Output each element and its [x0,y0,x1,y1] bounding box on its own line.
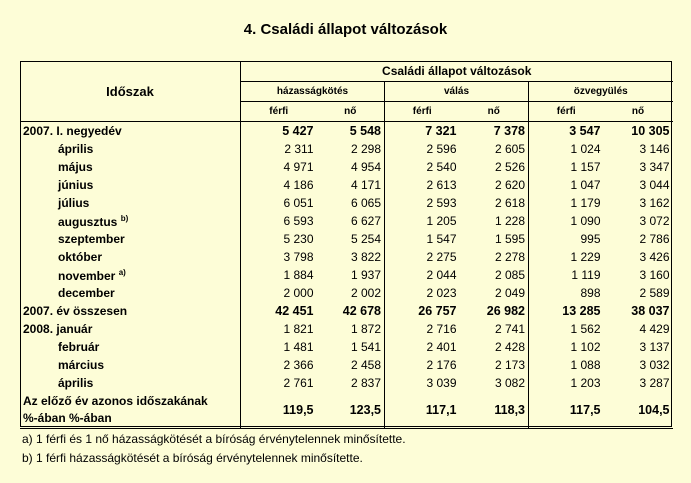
row-label [20,356,241,374]
table-cell: 1 203 [570,376,601,390]
table-cell: 3 547 [569,124,601,138]
table-row [20,248,673,266]
table-cell: 1 088 [570,358,601,372]
footnote-a: a) 1 férfi és 1 nő házasságkötését a bíróság érvénytelennek minősítette. [22,432,406,446]
table-cell: 2 741 [460,320,529,338]
table-cell: 1 024 [570,142,601,156]
table-cell: 1 090 [570,214,601,228]
footnote-b: b) 1 férfi házasságkötését a bíróság érvénytelennek minősítette. [22,451,363,465]
footnote-marker: a) [118,267,126,277]
row-label [20,248,241,266]
table-cell: 26 982 [460,302,529,320]
percentage-row-label [20,392,241,429]
table-row [20,230,673,248]
table-cell: 123,5 [317,392,385,429]
table-row [20,194,673,212]
table-cell: 2 620 [460,176,529,194]
row-label [20,338,241,356]
row-label [20,176,241,194]
table-cell: 3 426 [639,250,670,264]
row-label [20,140,241,158]
table-cell: 3 160 [639,268,670,282]
table-cell: 3 032 [639,358,670,372]
table-row [20,302,673,320]
sub-header-male: férfi [385,102,460,122]
table-cell: 2 458 [317,356,385,374]
table-cell: 5 230 [283,232,314,246]
table-cell: 3 082 [460,374,529,392]
table-cell: 4 971 [283,160,314,174]
table-cell: 1 884 [283,268,314,282]
table-row [20,356,673,374]
table-cell: 2 176 [426,358,457,372]
table-cell: 2 786 [639,232,670,246]
table-cell: 2 716 [426,322,457,336]
table-cell: 104,5 [604,392,673,429]
table-cell: 3 137 [639,340,670,354]
row-label [20,212,241,230]
row-label-text: 2008. január [23,322,93,336]
table-cell: 1 157 [570,160,601,174]
table-cell: 1 119 [571,268,601,282]
group-header-marriage: házasságkötés [241,82,385,102]
row-label [20,194,241,212]
percentage-label-line2: %-ában %-ában [23,411,112,425]
table-cell: 2 428 [460,338,529,356]
row-label-text: május [58,160,93,174]
table-cell: 117,5 [529,392,604,429]
sub-header-female: nő [317,102,385,122]
row-label-text: március [58,358,105,372]
table-cell: 42 451 [275,304,314,318]
table-cell: 1 872 [317,320,385,338]
table-cell: 5 548 [317,122,385,141]
table-cell: 2 589 [639,286,670,300]
table-cell: 4 186 [283,178,314,192]
table-cell: 4 171 [317,176,385,194]
table-cell: 2 278 [460,248,529,266]
table-cell: 2 002 [317,284,385,302]
row-label [20,374,241,392]
table-cell: 7 321 [425,124,457,138]
table-cell: 3 039 [426,376,457,390]
table-cell: 2 613 [426,178,457,192]
table-cell: 3 347 [639,160,670,174]
group-header-divorce: válás [385,82,529,102]
table-cell: 6 627 [317,212,385,230]
footnote-marker: b) [120,213,129,223]
table-cell: 1 547 [426,232,457,246]
table-cell: 1 205 [426,214,457,228]
table-cell: 2 596 [426,142,457,156]
row-label-text: szeptember [58,232,125,246]
table-cell: 2 593 [426,196,457,210]
page-title: 4. Családi állapot változások [243,21,448,38]
table-cell: 2 618 [460,194,529,212]
table-cell: 7 378 [460,122,529,141]
table-cell: 1 179 [570,196,601,210]
row-label [20,320,241,338]
table-cell: 2 401 [426,340,457,354]
row-label-text: november [58,268,116,283]
table-cell: 3 162 [639,196,670,210]
table-cell: 117,1 [385,392,460,429]
row-label-text: október [58,250,103,264]
table-cell: 2 605 [460,140,529,158]
row-label-text: április [58,376,94,390]
table-cell: 2 298 [317,140,385,158]
row-label [20,122,241,141]
table-row [20,266,673,284]
table-cell: 4 429 [639,322,670,336]
table-cell: 3 287 [639,376,670,390]
table-cell: 2 000 [283,286,314,300]
table-cell: 38 037 [631,304,670,318]
table-cell: 6 065 [317,194,385,212]
table-cell: 42 678 [317,302,385,320]
table-cell: 5 254 [317,230,385,248]
row-label [20,158,241,176]
percentage-row [20,392,673,429]
table-cell: 1 047 [570,178,601,192]
table-cell: 2 023 [426,286,457,300]
table-row [20,374,673,392]
table-cell: 119,5 [241,392,317,429]
table-cell: 3 798 [283,250,314,264]
table-cell: 2 275 [426,250,457,264]
table-row [20,122,673,141]
table-cell: 1 229 [570,250,601,264]
sub-header-male: férfi [241,102,317,122]
table-cell: 118,3 [460,392,529,429]
table-cell: 6 051 [283,196,314,210]
table-cell: 2 044 [426,268,457,282]
table-cell: 6 593 [283,214,314,228]
table-cell: 2 526 [460,158,529,176]
table-row [20,158,673,176]
table-row [20,212,673,230]
row-label [20,302,241,320]
table-cell: 1 102 [570,340,601,354]
table-cell: 2 366 [283,358,314,372]
table-cell: 26 757 [418,304,457,318]
table-cell: 2 311 [284,142,314,156]
table-row [20,284,673,302]
table-cell: 4 954 [317,158,385,176]
row-label [20,230,241,248]
row-label-text: 2007. I. negyedév [23,124,122,138]
row-label-text: december [58,286,115,300]
row-label-text: augusztus [58,214,118,229]
table-cell: 995 [580,232,601,246]
table-cell: 1 937 [317,266,385,284]
table-cell: 2 837 [317,374,385,392]
row-label-text: április [58,142,94,156]
row-label [20,266,241,284]
row-label-text: július [58,196,90,210]
table-row [20,338,673,356]
table-cell: 2 049 [460,284,529,302]
table-row [20,320,673,338]
table-cell: 13 285 [562,304,601,318]
row-label-text: 2007. év összesen [23,304,128,318]
table-cell: 3 146 [639,142,670,156]
row-label [20,284,241,302]
table-cell: 1 541 [317,338,385,356]
percentage-label-line1: Az előző év azonos időszakának [23,394,208,408]
table-cell: 898 [580,286,601,300]
table-cell: 2 540 [426,160,457,174]
sub-header-female: nő [604,102,673,122]
table-cell: 3 072 [639,214,670,228]
table-cell: 5 427 [282,124,314,138]
table-cell: 1 481 [283,340,314,354]
period-header: Időszak [20,61,241,122]
main-header: Családi állapot változások [241,61,673,82]
group-header-widowhood: özvegyülés [529,82,673,102]
table-cell: 1 562 [570,322,601,336]
footnotes [22,430,406,468]
sub-header-male: férfi [529,102,604,122]
table-cell: 2 173 [460,356,529,374]
table-row [20,176,673,194]
table-cell: 2 761 [283,376,314,390]
family-status-table [20,61,673,429]
table-cell: 1 228 [460,212,529,230]
table-cell: 1 821 [283,322,314,336]
table-row [20,140,673,158]
table-cell: 1 595 [460,230,529,248]
table-cell: 3 822 [317,248,385,266]
sub-header-female: nő [460,102,529,122]
table-cell: 2 085 [460,266,529,284]
table-cell: 10 305 [631,124,670,138]
row-label-text: február [58,340,100,354]
table-cell: 3 044 [639,178,670,192]
row-label-text: június [58,178,94,192]
